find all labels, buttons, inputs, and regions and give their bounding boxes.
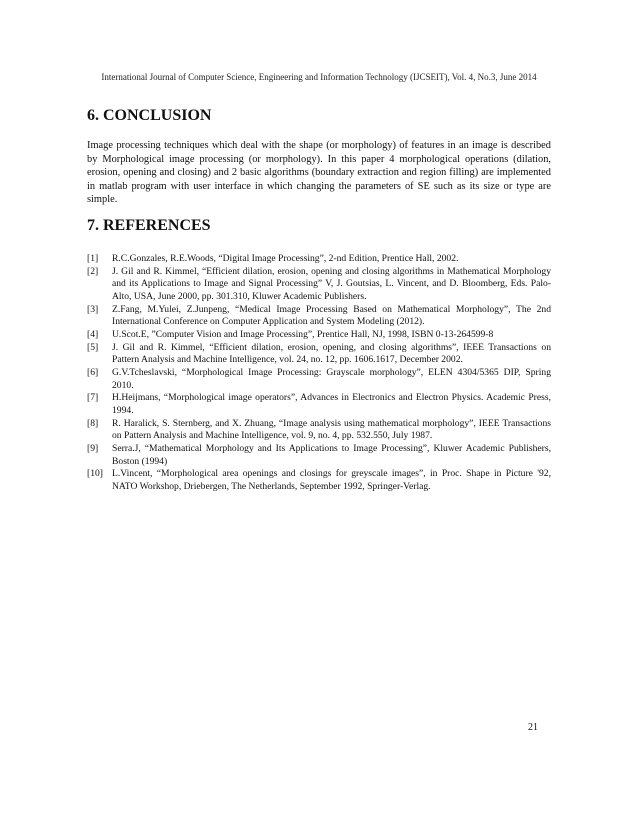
conclusion-heading: 6. CONCLUSION (87, 107, 212, 124)
reference-text: H.Heijmans, “Morphological image operators”, Advances in Electronics and Electron Physics. Academic Press, 1994. (112, 392, 551, 416)
reference-text: Z.Fang, M.Yulei, Z.Junpeng, “Medical Image Processing Based on Mathematical Morphology”, The 2nd International Conference on Computer Application and System Modeling (2012). (112, 303, 551, 328)
reference-item (87, 342, 551, 367)
reference-text: G.V.Tcheslavski, “Morphological Image Processing: Grayscale morphology”, ELEN 4304/5365 DIP, Spring 2010. (112, 367, 551, 391)
reference-item (87, 418, 551, 443)
reference-number: [8] (87, 417, 99, 429)
reference-list (87, 253, 551, 494)
conclusion-paragraph: Image processing techniques which deal with the shape (or morphology) of features in an image is described by Morphological image processing (or morphology). In this paper 4 morphological operations (dilation, erosion, opening and closing) and 2 basic algorithms (boundary extraction and region filling) are implemented in matlab program with user interface in which changing the parameters of SE such as its size or type are simple. (87, 140, 551, 206)
reference-text: U.Scot.E, ”Computer Vision and Image Processing”, Prentice Hall, NJ, 1998, ISBN 0-13-264599-8 (112, 328, 494, 340)
reference-number: [3] (87, 303, 99, 315)
reference-number: [9] (87, 443, 99, 455)
reference-text: R.C.Gonzales, R.E.Woods, “Digital Image Processing”, 2-nd Edition, Prentice Hall, 2002. (112, 253, 459, 264)
reference-number: [2] (87, 265, 99, 277)
reference-number: [1] (87, 253, 99, 264)
reference-number: [10] (87, 468, 103, 480)
reference-text: Serra.J, “Mathematical Morphology and Its Applications to Image Processing”, Kluwer Academic Publishers, Boston (1994) (112, 443, 551, 467)
reference-text: R. Haralick, S. Sternberg, and X. Zhuang, “Image analysis using mathematical morphology”, IEEE Transactions on Pattern Analysis and Machine Intelligence, vol. 9, no. 4, pp. 532.550, July 1987. (112, 417, 551, 442)
reference-number: [7] (87, 392, 99, 404)
reference-item (87, 304, 551, 329)
reference-number: [4] (87, 328, 99, 340)
reference-item (87, 367, 551, 392)
reference-item (87, 392, 551, 417)
running-header: International Journal of Computer Science, Engineering and Information Technology (IJCSEIT), Vol. 4, No.3, June 2014 (101, 72, 537, 82)
reference-item (87, 253, 551, 265)
reference-item (87, 468, 551, 493)
reference-text: L.Vincent, “Morphological area openings and closings for greyscale images”, in Proc. Shape in Picture '92, NATO Workshop, Driebergen, The Netherlands, September 1992, Springer-Verlag. (112, 468, 551, 492)
reference-item (87, 443, 551, 468)
reference-text: J. Gil and R. Kimmel, “Efficient dilation, erosion, opening, and closing algorithms”, IEEE Transactions on Pattern Analysis and Machine Intelligence, vol. 24, no. 12, pp. 1606.1617, December 2002. (112, 341, 551, 366)
reference-number: [5] (87, 341, 99, 353)
reference-number: [6] (87, 367, 99, 379)
reference-text: J. Gil and R. Kimmel, “Efficient dilation, erosion, opening and closing algorithms in Mathematical Morphology and its Applications to Image and Signal Processing” V, J. Goutsias, L. Vincent, and D. Bloomberg, Eds. Palo-Alto, USA, June 2000, pp. 301.310, Kluwer Academic Publishers. (112, 265, 551, 302)
page-number: 21 (528, 722, 538, 733)
reference-item (87, 266, 551, 303)
references-heading: 7. REFERENCES (87, 217, 211, 234)
reference-item (87, 329, 551, 341)
